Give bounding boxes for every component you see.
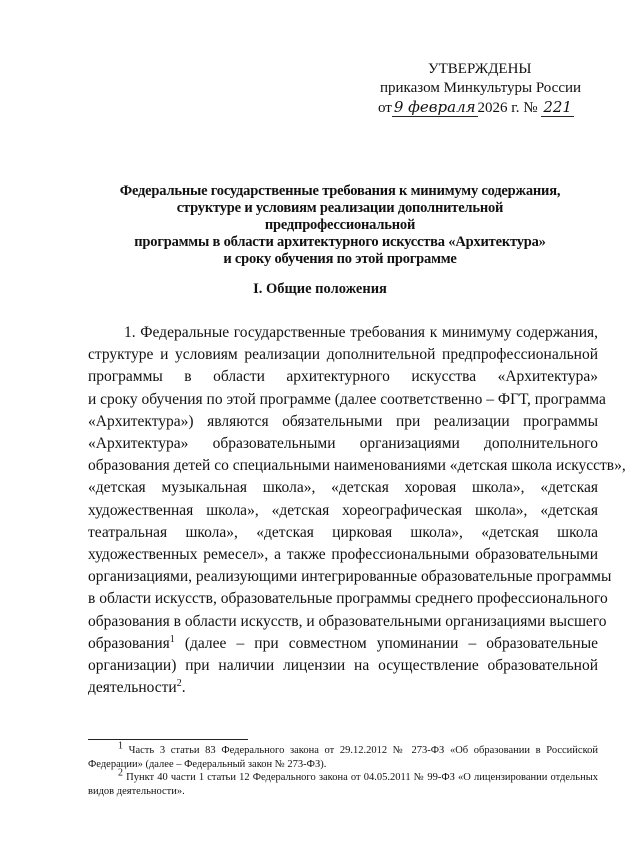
footnote-1 — [88, 740, 598, 758]
approval-heading: УТВЕРЖДЕНЫ — [428, 61, 532, 77]
paragraph-line: образования в области искусств, и образовательными организациями высшего — [88, 612, 607, 630]
paragraph-line: художественная школа», «детская хореографическая школа», «детская — [88, 501, 598, 519]
text-fragment: деятельности — [88, 679, 177, 697]
paragraph-line: «Архитектура» образовательными организациями дополнительного — [88, 435, 598, 453]
handwritten-number: 221 — [543, 98, 572, 116]
paragraph-line: структуре и условиям реализации дополнительной предпрофессиональной — [88, 346, 598, 364]
footnote-2-cont: видов деятельности». — [88, 785, 185, 797]
footnote-mark: 1 — [118, 740, 123, 752]
footnotes — [88, 740, 598, 798]
paragraph-line: «Архитектура») являются обязательными при реализации программы — [88, 412, 598, 430]
title-line: Федеральные государственные требования к минимуму содержания, — [119, 183, 561, 199]
paragraph-line: программы в области архитектурного искусства «Архитектура» — [88, 368, 598, 386]
footnote-1-cont: Федерации» (далее – Федеральный закон № 273-ФЗ). — [88, 758, 327, 770]
title-line: программы в области архитектурного искусства «Архитектура» — [134, 234, 546, 250]
section-heading: I. Общие положения — [253, 281, 387, 297]
text-fragment: . — [181, 679, 186, 697]
approval-date-line — [378, 98, 608, 118]
approval-order: приказом Минкультуры России — [380, 80, 582, 96]
paragraph-line: и сроку обучения по этой программе (далее соответственно – ФГТ, программа — [88, 390, 606, 408]
paragraph-line: 1. Федеральные государственные требования к минимуму содержания, — [124, 324, 598, 341]
paragraph-line: «детская музыкальная школа», «детская хоровая школа», «детская — [88, 479, 598, 497]
text-fragment: образования — [88, 634, 170, 652]
footnote-text: Часть 3 статьи 83 Федерального закона от 29.12.2012 № 273-ФЗ «Об образовании в Российской — [123, 745, 598, 756]
paragraph-line: художественных ремесел», а также профессиональными образовательными — [88, 546, 598, 564]
paragraph-line: театральная школа», «детская цирковая школа», «детская школа — [88, 523, 598, 541]
footnote-2 — [88, 767, 598, 785]
paragraph-line: организации) при наличии лицензии на осуществление образовательной — [88, 657, 598, 675]
title-line: и сроку обучения по этой программе — [223, 251, 457, 267]
footnote-mark: 2 — [118, 767, 123, 779]
footnote-ref-2[interactable]: 2 — [176, 678, 182, 690]
paragraph-1 — [88, 322, 626, 699]
paragraph-line: образования детей со специальными наименованиями «детская школа искусств», — [88, 457, 626, 475]
approval-stamp — [378, 60, 608, 118]
footnote-text: Пункт 40 части 1 статьи 12 Федерального закона от 04.05.2011 № 99-ФЗ «О лицензировании отдельных — [123, 772, 598, 783]
paragraph-line: в области искусств, образовательные программы среднего профессионального — [88, 590, 608, 608]
paragraph-line — [88, 677, 598, 699]
approval-date-prefix: от — [378, 100, 392, 116]
handwritten-date: 9 февраля — [393, 98, 476, 116]
footnote-ref-1[interactable]: 1 — [169, 633, 175, 645]
approval-date-middle: 2026 г. № — [477, 100, 538, 116]
footnote-separator — [88, 739, 248, 740]
title-line: структуре и условиям реализации дополнительной предпрофессиональной — [176, 200, 504, 233]
text-fragment: (далее – при совместном упоминании – образовательные — [174, 634, 598, 652]
paragraph-line: организациями, реализующими интегрированные образовательные программы — [88, 568, 612, 586]
paragraph-line — [88, 633, 598, 655]
document-title — [110, 183, 570, 268]
